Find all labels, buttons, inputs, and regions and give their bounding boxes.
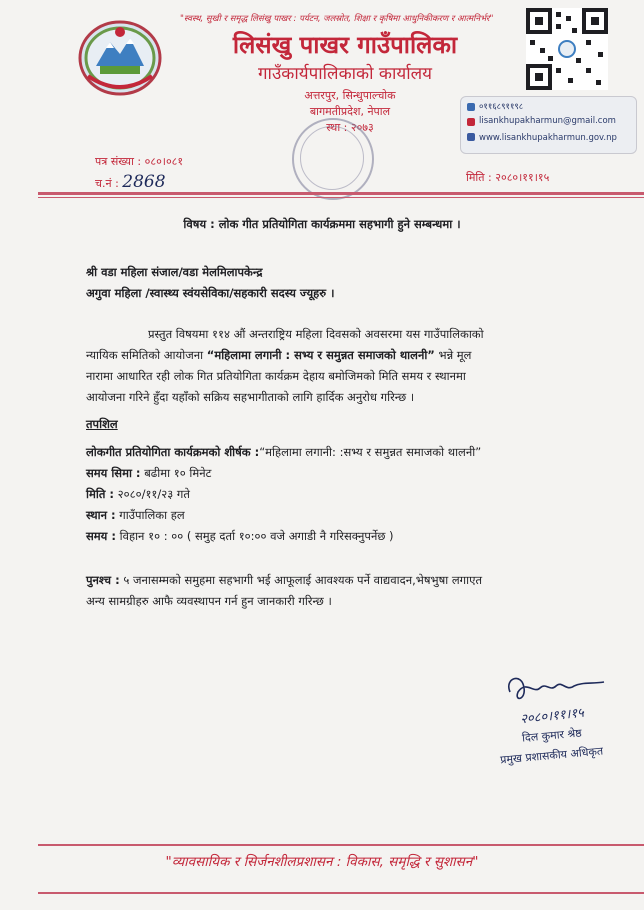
letter-number-label: पत्र संख्या :: [95, 155, 142, 168]
signature-scribble-icon: [500, 670, 610, 710]
subject-text: लोक गीत प्रतियोगिता कार्यक्रममा सहभागी हुने सम्बन्धमा ।: [218, 217, 461, 231]
facebook-icon: [467, 133, 475, 141]
qr-code-icon: [526, 8, 608, 90]
body-line-2: [86, 345, 471, 366]
detail-date-label: मिति :: [86, 487, 114, 501]
office-stamp: [292, 118, 374, 200]
detail-date-value: २०८०/११/२३ गते: [117, 487, 190, 501]
footer-divider-bottom: [38, 892, 644, 894]
contact-website: www.lisankhupakharmun.gov.np: [479, 133, 617, 143]
postscript-line-2: अन्य सामग्रीहरु आफै व्यवस्थापन गर्न हुन जानकारी गरिन्छ ।: [86, 594, 332, 608]
detail-time-limit-value: बढीमा १० मिनेट: [144, 466, 212, 480]
footer-motto: "व्यावसायिक र सिर्जनशीलप्रशासन : विकास, समृद्धि र सुशासन": [165, 854, 479, 870]
postscript-line-1: [86, 570, 482, 591]
detail-theme: [86, 442, 481, 463]
office-subtitle: गाउँकार्यपालिकाको कार्यालय: [257, 64, 433, 84]
header-motto: "स्वस्थ, सुखी र समृद्ध लिसंखु पाखर : पर्यटन, जलस्रोत, शिक्षा र कृषिमा आधुनिकीकरण र आत्मनिर्भर": [180, 14, 494, 24]
dispatch-number-label: च.नं :: [95, 177, 119, 190]
dispatch-number: [95, 172, 166, 192]
detail-time-limit-label: समय सिमा :: [86, 466, 141, 480]
detail-time: [86, 526, 394, 547]
municipality-title: लिसंखु पाखर गाउँपालिका: [232, 30, 458, 59]
contact-box: [460, 96, 637, 154]
body-line-2-a: न्यायिक समितिको आयोजना: [86, 348, 207, 362]
detail-time-value: विहान १० : ०० ( समुह दर्ता १०:०० वजे अगाडी नै गरिसक्नुपर्नेछ ): [119, 529, 394, 543]
signatory-name: दिल कुमार श्रेष्ठ: [521, 726, 583, 745]
contact-phone: ०११६८९११९८: [479, 102, 524, 112]
signatory-title: प्रमुख प्रशासकीय अधिकृत: [499, 744, 604, 767]
municipality-emblem-icon: [76, 18, 164, 98]
detail-venue: [86, 505, 185, 526]
body-line-2-c: भन्ने मूल: [434, 348, 472, 362]
phone-icon: [467, 103, 475, 111]
details-heading: तपशिल: [86, 417, 118, 431]
header-divider: [38, 192, 644, 195]
letter-date-label: मिति :: [466, 171, 492, 184]
detail-venue-label: स्थान :: [86, 508, 116, 522]
header-divider-thin: [38, 197, 644, 198]
recipient-line-2: अगुवा महिला /स्वास्थ्य स्वंयसेविका/सहकारी सदस्य ज्यूहरु ।: [86, 286, 335, 300]
letter-date: [466, 170, 549, 185]
footer-divider: [38, 844, 644, 846]
subject-label: विषय :: [183, 217, 215, 231]
letter-number-value: ०८०।०८१: [144, 155, 184, 168]
subject-line: [0, 214, 644, 235]
letter-number: [95, 154, 183, 169]
recipient-line-1: श्री वडा महिला संजाल/वडा मेलमिलापकेन्द्र: [86, 265, 263, 279]
detail-theme-label: लोकगीत प्रतियोगिता कार्यक्रमको शीर्षक :: [86, 445, 260, 459]
postscript-text-1: ५ जनासम्मको समुहमा सहभागी भई आफूलाई आवश्यक पर्ने वाद्यवादन,भेषभुषा लगाएत: [123, 573, 483, 587]
body-line-3: नारामा आधारित रही लोक गित प्रतियोगिता कार्यक्रम देहाय बमोजिमको मिति समय र स्थानमा: [86, 369, 466, 383]
campaign-slogan: “महिलामा लगानी : सभ्य र समुन्नत समाजको थालनी”: [206, 348, 435, 362]
detail-theme-value: “महिलामा लगानी: :सभ्य र समुन्नत समाजको थालनी”: [259, 445, 482, 459]
detail-time-limit: [86, 463, 211, 484]
address-line-2: बागमतीप्रदेश, नेपाल: [309, 105, 391, 118]
detail-date: [86, 484, 190, 505]
detail-venue-value: गाउँपालिका हल: [119, 508, 185, 522]
signature-date: २०८०।११।१५: [519, 705, 585, 728]
letter-date-value: २०८०।११।१५: [495, 171, 550, 184]
email-icon: [467, 118, 475, 126]
postscript-label: पुनश्च :: [86, 573, 120, 587]
body-line-1: प्रस्तुत विषयमा ११४ औं अन्तराष्ट्रिय महिला दिवसको अवसरमा यस गाउँपालिकाको: [148, 327, 484, 341]
dispatch-number-value: 2868: [122, 172, 166, 192]
address-line-1: अत्तरपुर, सिन्धुपाल्चोक: [304, 89, 396, 102]
address-line-3: स्था : २०७३: [326, 121, 374, 134]
body-line-4: आयोजना गरिने हुँदा यहाँको सक्रिय सहभागीताको लागि हार्दिक अनुरोध गरिन्छ ।: [86, 390, 415, 404]
detail-time-label: समय :: [86, 529, 116, 543]
contact-email: lisankhupakharmun@gmail.com: [479, 116, 616, 126]
